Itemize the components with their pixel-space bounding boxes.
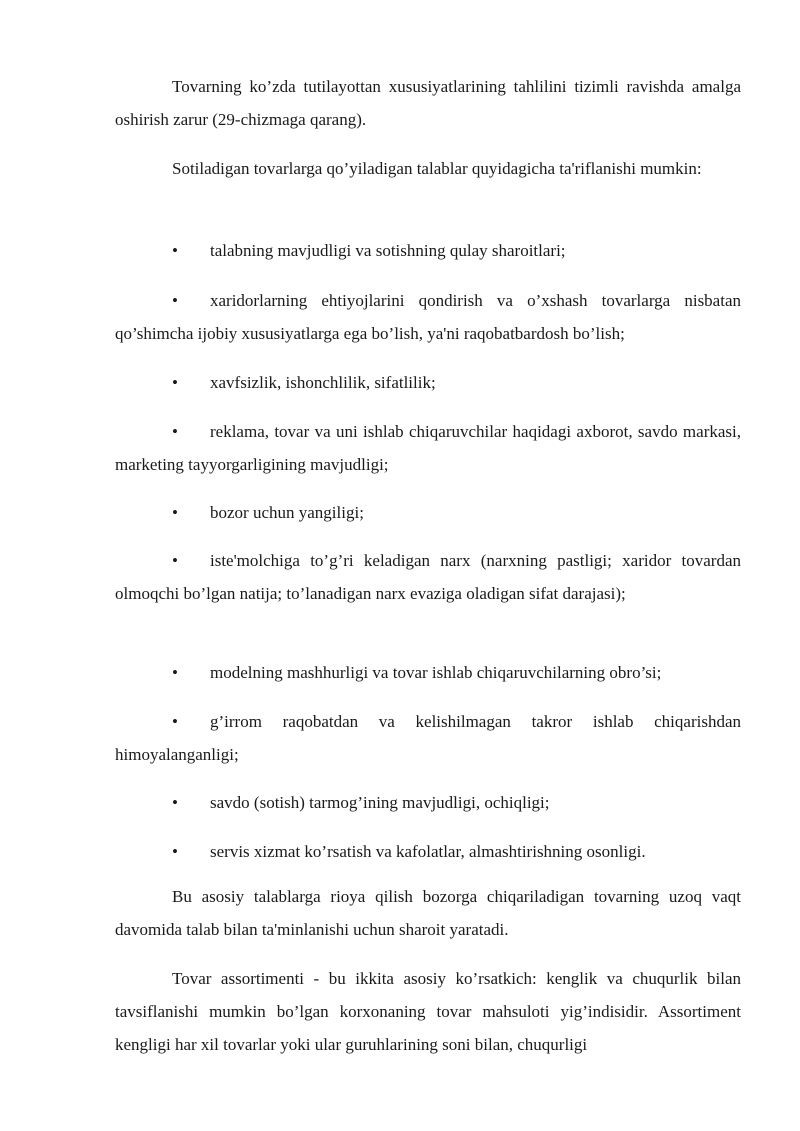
bullet-item <box>115 366 741 399</box>
bullet-icon: • <box>172 842 178 861</box>
bullet-item <box>115 544 741 610</box>
bullet-item <box>115 415 741 481</box>
requirements-intro-paragraph: Sotiladigan tovarlarga qo’yiladigan talablar quyidagicha ta'riflanishi mumkin: <box>172 159 702 178</box>
bullet-item <box>115 705 741 771</box>
bullet-icon: • <box>172 793 178 812</box>
bullet-text: reklama, tovar va uni ishlab chiqaruvchilar haqidagi axborot, savdo markasi, marketing tayyorgarligining mavjudligi; <box>115 422 741 474</box>
bullet-text: modelning mashhurligi va tovar ishlab chiqaruvchilarning obro’si; <box>210 663 662 682</box>
conclusion-paragraph: Bu asosiy talablarga rioya qilish bozorga chiqariladigan tovarning uzoq vaqt davomida talab bilan ta'minlanishi uchun sharoit yaratadi. <box>115 887 741 939</box>
bullet-text: g’irrom raqobatdan va kelishilmagan takror ishlab chiqarishdan himoyalanganligi; <box>115 712 741 764</box>
bullet-icon: • <box>172 422 178 441</box>
bullet-item <box>115 234 741 267</box>
bullet-text: iste'molchiga to’g’ri keladigan narx (narxning pastligi; xaridor tovardan olmoqchi bo’lgan natija; to’lanadigan narx evaziga oladigan sifat darajasi); <box>115 551 741 603</box>
bullet-item <box>115 835 741 868</box>
intro-paragraph: Tovarning ko’zda tutilayottan xususiyatlarining tahlilini tizimli ravishda amalga oshirish zarur (29-chizmaga qarang). <box>115 77 741 129</box>
bullet-icon: • <box>172 712 178 731</box>
bullet-text: bozor uchun yangiligi; <box>210 503 364 522</box>
bullet-icon: • <box>172 503 178 522</box>
bullet-icon: • <box>172 551 178 570</box>
bullet-text: servis xizmat ko’rsatish va kafolatlar, almashtirishning osonligi. <box>210 842 646 861</box>
bullet-item <box>115 786 741 819</box>
bullet-icon: • <box>172 663 178 682</box>
bullet-item <box>115 496 741 529</box>
bullet-text: talabning mavjudligi va sotishning qulay sharoitlari; <box>210 241 566 260</box>
bullet-icon: • <box>172 291 178 310</box>
bullet-text: savdo (sotish) tarmog’ining mavjudligi, ochiqligi; <box>210 793 550 812</box>
assortment-paragraph: Tovar assortimenti - bu ikkita asosiy ko’rsatkich: kenglik va chuqurlik bilan tavsiflanishi mumkin bo’lgan korxonaning tovar mahsuloti yig’indisidir. Assortiment kengligi har xil tovarlar yoki ular guruhlarining soni bilan, chuqurligi <box>115 969 741 1054</box>
bullet-text: xavfsizlik, ishonchlilik, sifatlilik; <box>210 373 436 392</box>
bullet-item <box>115 284 741 350</box>
bullet-icon: • <box>172 373 178 392</box>
bullet-text: xaridorlarning ehtiyojlarini qondirish va o’xshash tovarlarga nisbatan qo’shimcha ijobiy xususiyatlarga ega bo’lish, ya'ni raqobatbardosh bo’lish; <box>115 291 741 343</box>
bullet-item <box>115 656 741 689</box>
bullet-icon: • <box>172 241 178 260</box>
